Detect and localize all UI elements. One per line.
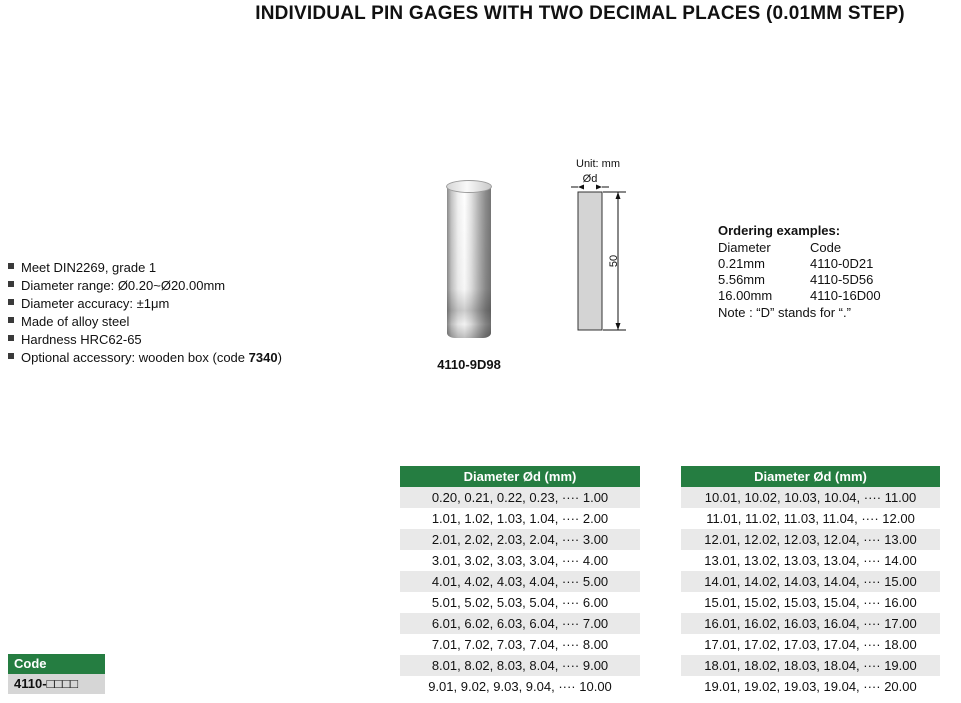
ordering-code: 4110-0D21: [810, 256, 874, 271]
ordering-examples: [718, 223, 881, 321]
arrowhead-icon: [596, 185, 602, 190]
bullet-icon: [8, 353, 14, 359]
table-row: 6.01, 6.02, 6.03, 6.04, ···· 7.00: [400, 613, 640, 634]
feature-item-accessory: [8, 349, 282, 367]
code-block-value: 4110-□□□□: [8, 674, 105, 694]
table-row: 5.01, 5.02, 5.03, 5.04, ···· 6.00: [400, 592, 640, 613]
table-row: 8.01, 8.02, 8.03, 8.04, ···· 9.00: [400, 655, 640, 676]
ordering-col-code: Code: [810, 240, 842, 255]
ordering-header-row: [718, 240, 881, 256]
code-block-header: Code: [8, 654, 105, 674]
table-row: 2.01, 2.02, 2.03, 2.04, ···· 3.00: [400, 529, 640, 550]
arrowhead-icon: [616, 192, 621, 199]
feature-text: Hardness HRC62-65: [21, 332, 142, 347]
arrowhead-icon: [578, 185, 584, 190]
table-row: 18.01, 18.02, 18.03, 18.04, ···· 19.00: [681, 655, 940, 676]
table-row: 16.01, 16.02, 16.03, 16.04, ···· 17.00: [681, 613, 940, 634]
table-row: 0.20, 0.21, 0.22, 0.23, ···· 1.00: [400, 487, 640, 508]
bullet-icon: [8, 335, 14, 341]
length-dimension-label: 50: [608, 254, 620, 268]
table-row: 4.01, 4.02, 4.03, 4.04, ···· 5.00: [400, 571, 640, 592]
ordering-row: [718, 288, 881, 304]
bullet-icon: [8, 281, 14, 287]
ordering-diameter: 0.21mm: [718, 256, 765, 271]
feature-text: Made of alloy steel: [21, 314, 130, 329]
ordering-row: [718, 256, 881, 272]
table-row: 1.01, 1.02, 1.03, 1.04, ···· 2.00: [400, 508, 640, 529]
dimension-drawing: [570, 170, 640, 345]
feature-text: Meet DIN2269, grade 1: [21, 260, 157, 275]
product-code-label: 4110-9D98: [437, 357, 501, 372]
bullet-icon: [8, 299, 14, 305]
feature-item: [8, 259, 282, 277]
table-row: 19.01, 19.02, 19.03, 19.04, ···· 20.00: [681, 676, 940, 697]
feature-text: Diameter range: Ø0.20~Ø20.00mm: [21, 278, 226, 293]
ordering-note: Note : “D” stands for “.”: [718, 305, 851, 320]
table-row: 10.01, 10.02, 10.03, 10.04, ···· 11.00: [681, 487, 940, 508]
feature-item: [8, 331, 282, 349]
ordering-title: Ordering examples:: [718, 223, 841, 238]
table-row: 11.01, 11.02, 11.03, 11.04, ···· 12.00: [681, 508, 940, 529]
code-block: [8, 654, 105, 694]
unit-label: Unit: mm: [576, 158, 620, 170]
table-row: 15.01, 15.02, 15.03, 15.04, ···· 16.00: [681, 592, 940, 613]
table-row: 7.01, 7.02, 7.03, 7.04, ···· 8.00: [400, 634, 640, 655]
accessory-suffix: ): [277, 350, 282, 365]
feature-list: [8, 259, 282, 367]
diameter-table-left: [400, 466, 640, 697]
feature-text: [21, 349, 282, 367]
ordering-diameter: 16.00mm: [718, 288, 773, 303]
diameter-dimension-label: Ød: [582, 173, 598, 185]
table-row: 9.01, 9.02, 9.03, 9.04, ···· 10.00: [400, 676, 640, 697]
ordering-row: [718, 272, 881, 288]
ordering-code: 4110-16D00: [810, 288, 881, 303]
ordering-col-diameter: Diameter: [718, 240, 771, 255]
bullet-icon: [8, 263, 14, 269]
page-title: INDIVIDUAL PIN GAGES WITH TWO DECIMAL PLACES (0.01MM STEP): [255, 3, 905, 24]
table-header: Diameter Ød (mm): [400, 466, 640, 487]
bullet-icon: [8, 317, 14, 323]
ordering-code: 4110-5D56: [810, 272, 874, 287]
table-header: Diameter Ød (mm): [681, 466, 940, 487]
feature-item: [8, 295, 282, 313]
table-row: 17.01, 17.02, 17.03, 17.04, ···· 18.00: [681, 634, 940, 655]
table-row: 12.01, 12.02, 12.03, 12.04, ···· 13.00: [681, 529, 940, 550]
pin-side-view: [578, 192, 602, 330]
table-row: 3.01, 3.02, 3.03, 3.04, ···· 4.00: [400, 550, 640, 571]
table-row: 14.01, 14.02, 14.03, 14.04, ···· 15.00: [681, 571, 940, 592]
pin-gage-photo: [447, 185, 491, 338]
arrowhead-icon: [616, 323, 621, 330]
accessory-code: 7340: [248, 350, 278, 365]
feature-text: Diameter accuracy: ±1μm: [21, 296, 170, 311]
diameter-table-right: [681, 466, 940, 697]
feature-item: [8, 313, 282, 331]
accessory-prefix: Optional accessory: wooden box (code: [21, 350, 249, 365]
table-row: 13.01, 13.02, 13.03, 13.04, ···· 14.00: [681, 550, 940, 571]
feature-item: [8, 277, 282, 295]
ordering-diameter: 5.56mm: [718, 272, 765, 287]
